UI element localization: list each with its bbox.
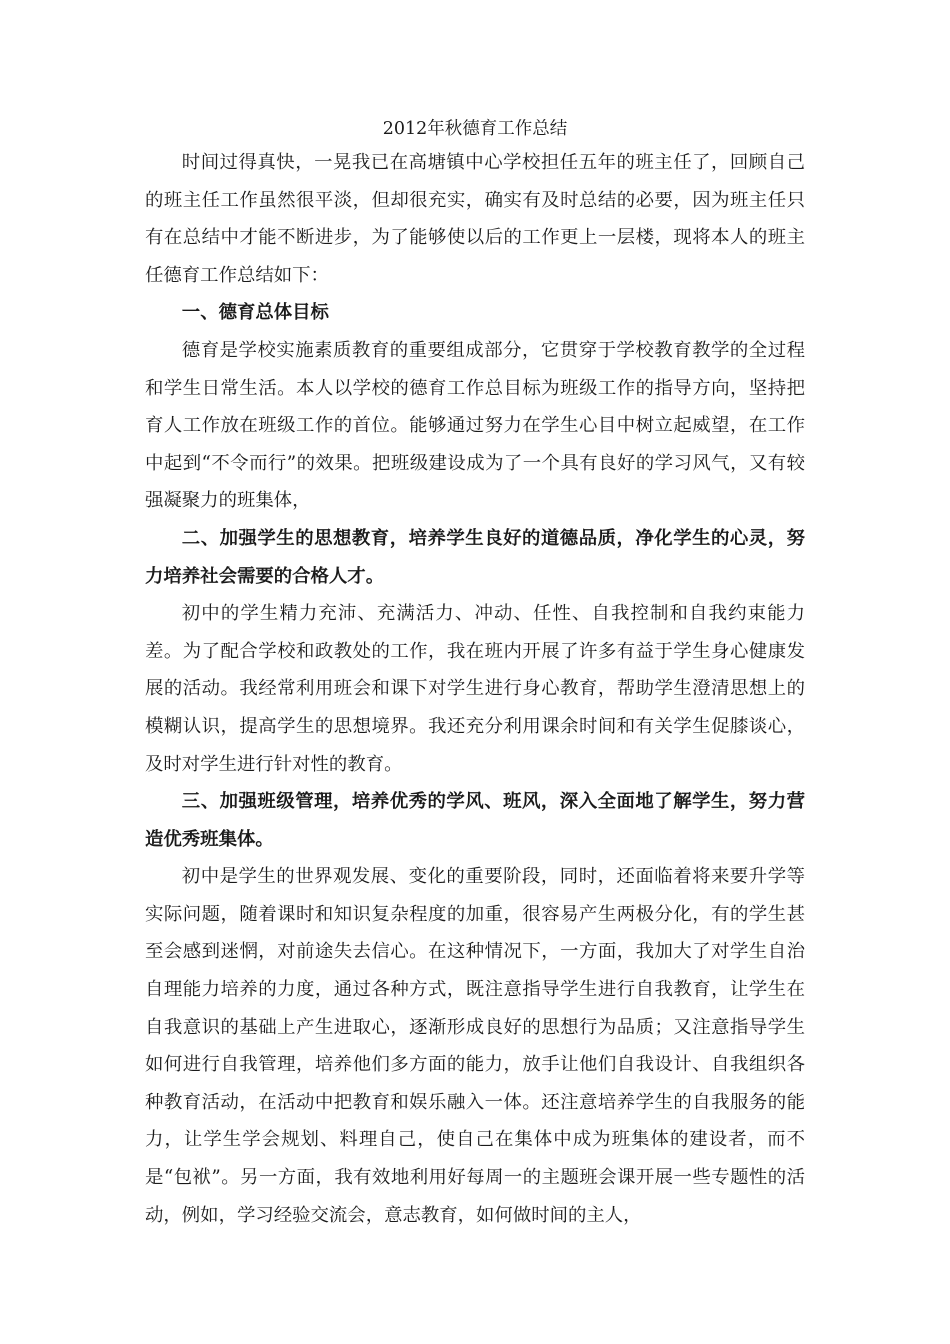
document-page (145, 114, 805, 1234)
section-1-paragraph: 德育是学校实施素质教育的重要组成部分，它贯穿于学校教育教学的全过程和学生日常生活。本人以学校的德育工作总目标为班级工作的指导方向，坚持把育人工作放在班级工作的首位。能够通过努力在学生心目中树立起威望，在工作中起到“不令而行”的效果。把班级建设成为了一个具有良好的学习风气，又有较强凝聚力的班集体， (145, 339, 805, 512)
section-heading-2: 二、加强学生的思想教育，培养学生良好的道德品质，净化学生的心灵，努力培养社会需要的合格人才。 (145, 527, 805, 587)
section-heading-1: 一、德育总体目标 (181, 302, 329, 324)
section-heading-3: 三、加强班级管理，培养优秀的学风、班风，深入全面地了解学生，努力营造优秀班集体。 (145, 791, 805, 850)
intro-paragraph: 时间过得真快，一晃我已在高塘镇中心学校担任五年的班主任了，回顾自己的班主任工作虽然很平淡，但却很充实，确实有及时总结的必要，因为班主任只有在总结中才能不断进步，为了能够使以后的工作更上一层楼，现将本人的班主任德育工作总结如下： (145, 152, 805, 286)
document-title: 2012年秋德育工作总结 (382, 119, 568, 139)
section-3-paragraph: 初中是学生的世界观发展、变化的重要阶段，同时，还面临着将来要升学等实际问题，随着课时和知识复杂程度的加重，很容易产生两极分化，有的学生甚至会感到迷惘，对前途失去信心。在这种情况下，一方面，我加大了对学生自治自理能力培养的力度，通过各种方式，既注意指导学生进行自我教育，让学生在自我意识的基础上产生进取心，逐渐形成良好的思想行为品质；又注意指导学生如何进行自我管理，培养他们多方面的能力，放手让他们自我设计、自我组织各种教育活动，在活动中把教育和娱乐融入一体。还注意培养学生的自我服务的能力，让学生学会规划、料理自己，使自己在集体中成为班集体的建设者，而不是“包袱”。另一方面，我有效地利用好每周一的主题班会课开展一些专题性的活动，例如，学习经验交流会，意志教育，如何做时间的主人， (145, 866, 805, 1226)
section-2-paragraph: 初中的学生精力充沛、充满活力、冲动、任性、自我控制和自我约束能力差。为了配合学校和政教处的工作，我在班内开展了许多有益于学生身心健康发展的活动。我经常利用班会和课下对学生进行身心教育，帮助学生澄清思想上的模糊认识，提高学生的思想境界。我还充分利用课余时间和有关学生促膝谈心，及时对学生进行针对性的教育。 (145, 603, 805, 775)
